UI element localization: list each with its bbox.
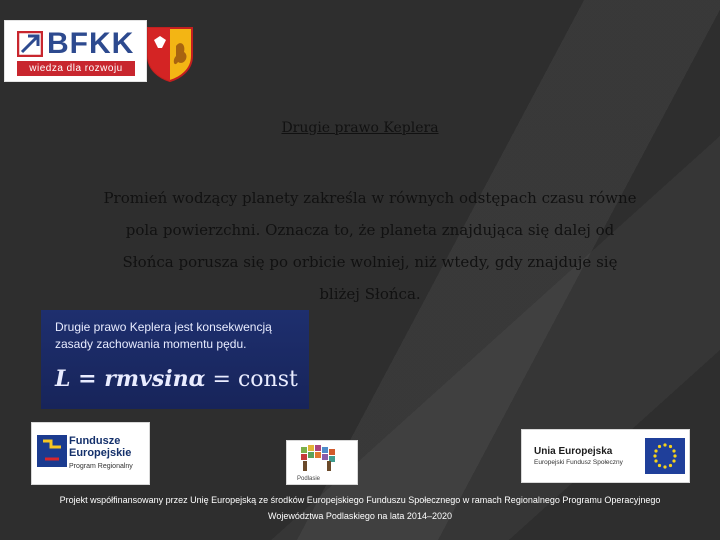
formula-note: Drugie prawo Keplera jest konsekwencją zasady zachowania momentu pędu.: [55, 320, 272, 351]
fe-star-icon: [37, 435, 67, 467]
footer: [0, 492, 720, 540]
slide-body: Promień wodzący planety zakreśla w równych odstępach czasu równe pola powierzchni. Oznacza to, że planeta znajdująca się dalej od Słońca porusza się po orbicie wolniej, niż wtedy, gdy znajduje się bliżej Słońca.: [103, 189, 637, 303]
formula-rhs: = const: [212, 367, 298, 392]
bfkk-tagline: wiedza dla rozwoju: [17, 61, 135, 76]
slide-title: Drugie prawo Keplera: [281, 120, 439, 136]
eu-logo: [521, 429, 690, 483]
formula-box: [41, 310, 309, 409]
coat-of-arms-icon: [146, 26, 194, 82]
fundusze-europejskie-logo: [31, 422, 150, 485]
fe-line1: Fundusze: [69, 435, 121, 447]
eu-line2: Europejski Fundusz Społeczny: [534, 459, 623, 466]
eu-flag-icon: [645, 438, 685, 474]
formula: [55, 366, 298, 392]
podlasie-logo: [286, 440, 358, 485]
eu-line1: Unia Europejska: [534, 446, 613, 457]
bfkk-arrow-icon: [17, 31, 43, 57]
bison-icon: [287, 441, 357, 475]
bfkk-logo: [4, 20, 147, 82]
fe-line3: Program Regionalny: [69, 463, 133, 470]
footer-line2: Województwa Podlaskiego na lata 2014–2020: [268, 511, 452, 521]
podlasie-label: Podlasie: [297, 476, 321, 482]
fe-line2: Europejskie: [69, 447, 132, 459]
formula-lhs: L = rmvsinα: [55, 366, 206, 392]
bfkk-name: BFKK: [47, 27, 135, 60]
footer-line1: Projekt współfinansowany przez Unię Europejską ze środków Europejskiego Funduszu Społecznego w ramach Regionalnego Programu Operacyjnego: [59, 495, 661, 505]
